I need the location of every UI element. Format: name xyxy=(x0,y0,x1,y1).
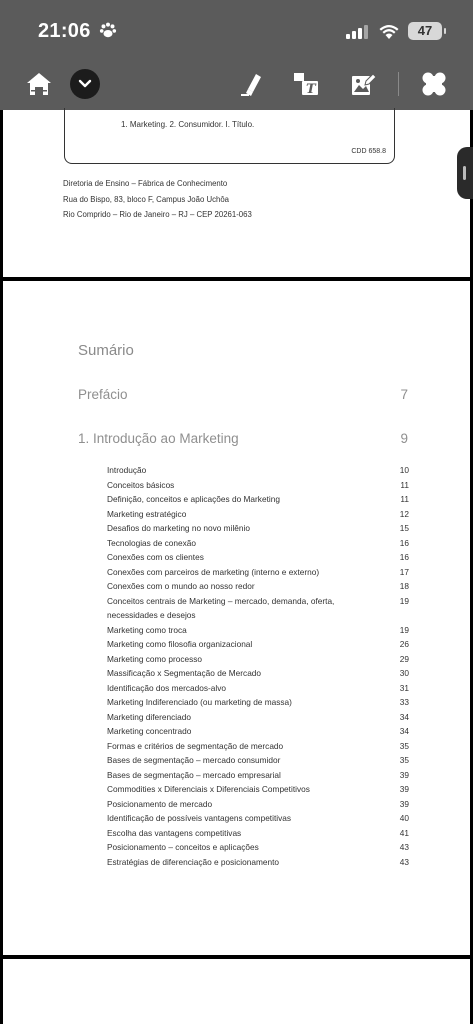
toc-entry[interactable] xyxy=(107,550,409,565)
document-page-toc xyxy=(3,281,470,955)
toc-entry-label: Massificação x Segmentação de Mercado xyxy=(107,668,262,678)
toc-entry-label: Bases de segmentação – mercado empresarial xyxy=(107,769,281,780)
wifi-icon xyxy=(378,22,400,40)
toc-entry-label: Conexões com o mundo ao nosso redor xyxy=(107,581,255,591)
toc-entry[interactable] xyxy=(107,478,409,493)
publisher-line-1: Diretoria de Ensino – Fábrica de Conhecimento xyxy=(63,179,228,188)
toc-entry[interactable] xyxy=(107,637,409,652)
highlighter-icon[interactable] xyxy=(237,70,265,98)
toc-entry-label: Marketing como troca xyxy=(107,624,187,635)
toc-entry-label: Marketing diferenciado xyxy=(107,711,191,722)
toc-entry-label: Commodities x Diferenciais x Diferenciais Competitivos xyxy=(107,784,310,794)
publisher-line-3: Rio Comprido – Rio de Janeiro – RJ – CEP 20261-063 xyxy=(63,210,252,219)
toc-entry[interactable] xyxy=(107,782,409,797)
status-bar xyxy=(0,0,473,60)
toc-entry[interactable] xyxy=(107,840,409,855)
document-page-next xyxy=(3,959,470,1024)
toc-entry-label: Bases de segmentação – mercado consumidor xyxy=(107,755,281,765)
toc-entry[interactable] xyxy=(107,768,409,783)
toc-entry-page: 16 xyxy=(399,552,409,562)
toc-entry-page: 10 xyxy=(399,465,409,475)
toc-entry-label: Posicionamento – conceitos e aplicações xyxy=(107,842,259,852)
toolbar-divider xyxy=(398,72,399,96)
toc-entry-label: Identificação de possíveis vantagens competitivas xyxy=(107,813,292,823)
toc-entry-page: 11 xyxy=(400,494,409,504)
catalog-cdd: CDD 658.8 xyxy=(351,148,386,155)
toc-entry-page: 29 xyxy=(399,653,409,664)
toc-entry[interactable] xyxy=(107,695,409,710)
catalog-subjects: 1. Marketing. 2. Consumidor. I. Título. xyxy=(121,120,255,129)
toc-entry-label: Tecnologias de conexão xyxy=(107,537,197,548)
toc-entry[interactable] xyxy=(107,521,409,536)
toc-entry-label: Marketing Indiferenciado (ou marketing de massa) xyxy=(107,697,292,707)
toc-entries-list xyxy=(107,463,409,869)
toc-entry[interactable] xyxy=(107,536,409,551)
toc-entry-page: 15 xyxy=(399,523,409,533)
toc-entry-page: 39 xyxy=(399,784,409,794)
status-time: 21:06 xyxy=(38,20,91,42)
toc-entry-label: Conexões com os clientes xyxy=(107,552,204,562)
battery-indicator: 47 xyxy=(408,22,442,40)
document-page-copyright xyxy=(3,110,470,277)
toc-entry-page: 16 xyxy=(399,537,409,548)
toc-entry[interactable] xyxy=(107,811,409,826)
toc-entry[interactable] xyxy=(107,681,409,696)
top-bar xyxy=(0,0,473,110)
toc-entry-label: Estratégias de diferenciação e posicionamento xyxy=(107,856,280,867)
toc-entry-page: 17 xyxy=(399,566,409,577)
toc-entry-label: Posicionamento de mercado xyxy=(107,798,213,809)
publisher-line-2: Rua do Bispo, 83, bloco F, Campus João Uchôa xyxy=(63,195,229,204)
toc-entry[interactable] xyxy=(107,753,409,768)
toc-entry-page: 35 xyxy=(399,740,409,751)
toc-entry[interactable] xyxy=(107,565,409,580)
toc-entry[interactable] xyxy=(107,579,409,594)
toc-entry[interactable] xyxy=(107,797,409,812)
toc-entry-label: Conceitos básicos xyxy=(107,479,175,490)
toc-entry[interactable] xyxy=(107,463,409,478)
toc-entry-page: 39 xyxy=(399,769,409,780)
toc-entry-page: 18 xyxy=(399,581,409,591)
toc-entry[interactable] xyxy=(107,724,409,739)
apps-icon[interactable] xyxy=(420,70,448,98)
toc-entry-page: 43 xyxy=(399,842,409,852)
toc-entry-label: Desafios do marketing no novo milênio xyxy=(107,523,250,533)
toc-entry[interactable] xyxy=(107,826,409,841)
home-icon[interactable] xyxy=(25,70,53,98)
toc-entry-page: 34 xyxy=(399,711,409,722)
toc-entry-label: Formas e critérios de segmentação de mercado xyxy=(107,740,284,751)
toc-entry-label: Conexões com parceiros de marketing (interno e externo) xyxy=(107,566,320,577)
toc-entry-page: 39 xyxy=(399,798,409,809)
toc-entry-page: 19 xyxy=(399,624,409,635)
toc-entry-page: 35 xyxy=(399,755,409,765)
toc-entry-page: 26 xyxy=(399,639,409,649)
toc-entry-label: Conceitos centrais de Marketing – mercado, demanda, oferta, necessidades e desejos xyxy=(107,595,335,620)
toc-entry[interactable] xyxy=(107,623,409,638)
image-edit-icon[interactable] xyxy=(350,70,378,98)
toc-entry-label: Marketing como processo xyxy=(107,653,202,664)
toc-entry-page: 30 xyxy=(399,668,409,678)
toc-entry-label: Introdução xyxy=(107,465,147,475)
toc-entry-label: Marketing estratégico xyxy=(107,508,187,519)
toc-title: Sumário xyxy=(78,342,134,359)
toc-entry-page: 43 xyxy=(399,856,409,867)
toc-entry-page: 33 xyxy=(399,697,409,707)
toc-entry[interactable] xyxy=(107,855,409,870)
toc-entry-page: 41 xyxy=(399,827,409,838)
toc-entry-label: Definição, conceitos e aplicações do Marketing xyxy=(107,494,280,504)
toc-entry[interactable] xyxy=(107,666,409,681)
paw-icon xyxy=(99,21,117,44)
toc-entry-label: Marketing concentrado xyxy=(107,726,192,736)
cellular-signal-icon xyxy=(346,25,368,39)
text-recognition-icon[interactable] xyxy=(292,70,320,98)
toc-entry[interactable] xyxy=(107,492,409,507)
toc-entry[interactable] xyxy=(107,739,409,754)
toc-entry[interactable] xyxy=(107,710,409,725)
toc-entry-label: Identificação dos mercados-alvo xyxy=(107,682,226,693)
toc-preface-page: 7 xyxy=(400,387,408,402)
toc-entry-page: 34 xyxy=(399,726,409,736)
toc-entry-page: 11 xyxy=(400,479,409,490)
toc-chapter-1-page: 9 xyxy=(400,431,408,446)
toc-entry-page: 12 xyxy=(399,508,409,519)
svg-text:T: T xyxy=(306,82,316,96)
toc-entry-label: Marketing como filosofia organizacional xyxy=(107,639,253,649)
toc-entry[interactable] xyxy=(107,507,409,522)
toc-entry[interactable] xyxy=(107,594,409,623)
toc-entry-label: Escolha das vantagens competitivas xyxy=(107,827,242,838)
toc-entry-page: 19 xyxy=(399,595,409,606)
toc-chapter-1-label[interactable]: 1. Introdução ao Marketing xyxy=(78,431,239,446)
toc-entry-page: 40 xyxy=(399,813,409,823)
toc-entry[interactable] xyxy=(107,652,409,667)
chevron-down-icon[interactable] xyxy=(70,69,100,99)
cataloging-record xyxy=(64,108,395,164)
toc-preface-label[interactable]: Prefácio xyxy=(78,387,128,402)
toc-entry-page: 31 xyxy=(399,682,409,693)
scroll-handle[interactable] xyxy=(457,147,473,199)
